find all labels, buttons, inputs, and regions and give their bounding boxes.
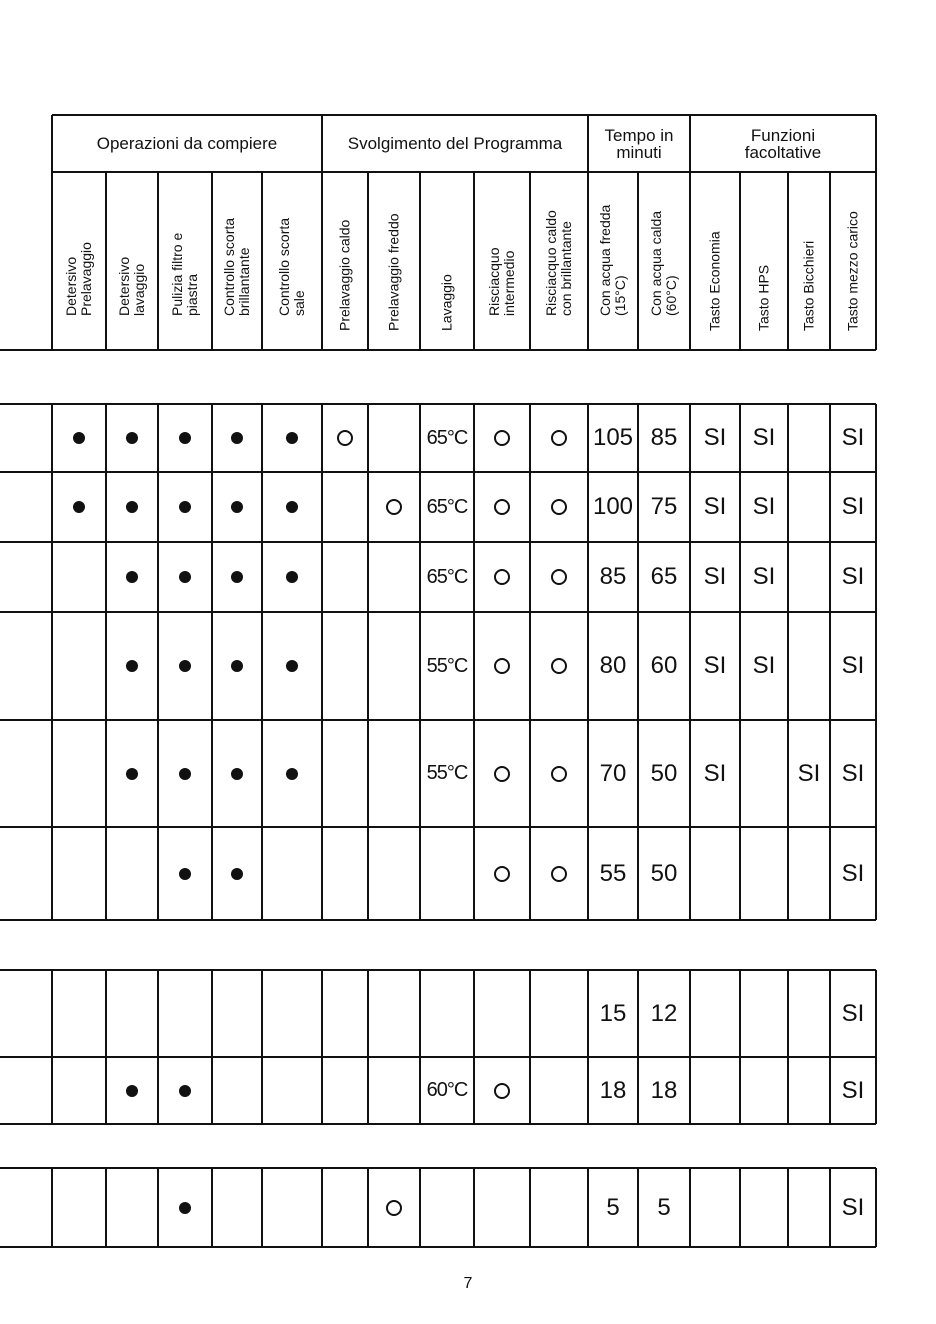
table-cell bbox=[830, 1057, 876, 1124]
table-cell bbox=[262, 1057, 322, 1124]
cell-value: SI bbox=[703, 424, 727, 451]
table-cell bbox=[420, 542, 474, 612]
table-cell bbox=[830, 612, 876, 720]
filled-dot-icon bbox=[179, 432, 191, 444]
table-cell bbox=[588, 827, 638, 920]
table-cell bbox=[830, 542, 876, 612]
filled-dot-icon bbox=[286, 660, 298, 672]
table-cell bbox=[740, 404, 788, 472]
cell-value: 65°C bbox=[426, 426, 468, 449]
column-header bbox=[212, 172, 262, 350]
table-cell bbox=[474, 827, 530, 920]
table-cell bbox=[474, 720, 530, 827]
table-cell bbox=[788, 612, 830, 720]
table-cell bbox=[322, 1168, 368, 1247]
table-cell bbox=[368, 1168, 420, 1247]
filled-dot-icon bbox=[179, 768, 191, 780]
open-circle-icon bbox=[551, 866, 567, 882]
table-cell bbox=[788, 404, 830, 472]
cell-value: 60°C bbox=[426, 1079, 468, 1101]
column-header-label: Tasto Economia bbox=[706, 231, 723, 331]
cell-value: SI bbox=[841, 1076, 865, 1104]
cell-value: 50 bbox=[650, 759, 678, 787]
table-cell bbox=[212, 472, 262, 542]
table-cell bbox=[788, 472, 830, 542]
cell-value: SI bbox=[841, 859, 865, 887]
table-cell bbox=[106, 612, 158, 720]
cell-value: SI bbox=[841, 563, 865, 590]
table-cell bbox=[588, 1057, 638, 1124]
table-cell bbox=[106, 542, 158, 612]
table-cell bbox=[212, 542, 262, 612]
table-cell bbox=[588, 970, 638, 1057]
filled-dot-icon bbox=[231, 868, 243, 880]
table-cell bbox=[638, 404, 690, 472]
group-header: Svolgimento del Programma bbox=[347, 134, 563, 153]
table-cell bbox=[530, 827, 588, 920]
column-header-label: Detersivo Prelavaggio bbox=[63, 242, 94, 316]
table-cell bbox=[474, 404, 530, 472]
table-cell bbox=[588, 720, 638, 827]
cell-value: 12 bbox=[650, 999, 678, 1027]
cell-value: SI bbox=[841, 759, 865, 787]
cell-value: SI bbox=[703, 563, 727, 590]
table-cell bbox=[368, 542, 420, 612]
table-cell bbox=[588, 472, 638, 542]
table-cell bbox=[638, 1057, 690, 1124]
table-cell bbox=[158, 720, 212, 827]
column-header bbox=[638, 172, 690, 350]
table-cell bbox=[788, 720, 830, 827]
cell-value: 60 bbox=[650, 652, 678, 679]
table-cell bbox=[474, 472, 530, 542]
table-cell bbox=[638, 542, 690, 612]
table-cell bbox=[420, 970, 474, 1057]
table-cell bbox=[52, 970, 106, 1057]
table-cell bbox=[212, 612, 262, 720]
column-header bbox=[474, 172, 530, 350]
table-cell bbox=[740, 542, 788, 612]
cell-value: SI bbox=[752, 493, 776, 520]
table-cell bbox=[530, 1057, 588, 1124]
cell-value: 75 bbox=[650, 493, 678, 520]
column-header-label: Prelavaggio freddo bbox=[385, 213, 402, 331]
table-cell bbox=[530, 542, 588, 612]
column-header bbox=[368, 172, 420, 350]
column-header-label: Lavaggio bbox=[438, 274, 455, 331]
table-cell bbox=[262, 472, 322, 542]
table-cell bbox=[212, 720, 262, 827]
table-cell bbox=[420, 612, 474, 720]
column-header bbox=[106, 172, 158, 350]
table-cell bbox=[106, 970, 158, 1057]
table-cell bbox=[638, 612, 690, 720]
table-cell bbox=[830, 1168, 876, 1247]
table-cell bbox=[740, 612, 788, 720]
table-cell bbox=[212, 1057, 262, 1124]
table-cell bbox=[106, 720, 158, 827]
table-cell bbox=[106, 1057, 158, 1124]
cell-value: 18 bbox=[599, 1076, 627, 1104]
table-cell bbox=[212, 827, 262, 920]
open-circle-icon bbox=[551, 658, 567, 674]
cell-value: 65°C bbox=[426, 495, 468, 518]
table-cell bbox=[638, 1168, 690, 1247]
table-cell bbox=[690, 404, 740, 472]
page-number: 7 bbox=[463, 1275, 473, 1292]
table-cell bbox=[690, 970, 740, 1057]
cell-value: 55°C bbox=[426, 762, 468, 784]
column-header-label: Con acqua fredda (15°C) bbox=[597, 204, 628, 316]
table-cell bbox=[322, 404, 368, 472]
column-header-label: Controllo scorta sale bbox=[276, 217, 307, 316]
table-cell bbox=[788, 1057, 830, 1124]
open-circle-icon bbox=[494, 658, 510, 674]
open-circle-icon bbox=[494, 569, 510, 585]
cell-value: 105 bbox=[592, 424, 634, 451]
table-cell bbox=[368, 720, 420, 827]
cell-value: SI bbox=[841, 493, 865, 520]
column-header bbox=[322, 172, 368, 350]
table-cell bbox=[830, 404, 876, 472]
open-circle-icon bbox=[551, 499, 567, 515]
group-header: Operazioni da compiere bbox=[96, 134, 278, 153]
filled-dot-icon bbox=[179, 571, 191, 583]
table-cell bbox=[322, 720, 368, 827]
filled-dot-icon bbox=[179, 501, 191, 513]
column-header bbox=[588, 172, 638, 350]
table-cell bbox=[368, 404, 420, 472]
table-cell bbox=[322, 472, 368, 542]
open-circle-icon bbox=[386, 1200, 402, 1216]
table-cell bbox=[368, 612, 420, 720]
table-cell bbox=[158, 1168, 212, 1247]
table-cell bbox=[530, 970, 588, 1057]
table-cell bbox=[690, 472, 740, 542]
table-cell bbox=[368, 1057, 420, 1124]
table-cell bbox=[690, 1168, 740, 1247]
column-header-label: Tasto Bicchieri bbox=[800, 240, 817, 331]
table-cell bbox=[740, 720, 788, 827]
table-cell bbox=[212, 970, 262, 1057]
cell-value: SI bbox=[752, 424, 776, 451]
column-header bbox=[530, 172, 588, 350]
table-cell bbox=[322, 827, 368, 920]
table-cell bbox=[262, 612, 322, 720]
filled-dot-icon bbox=[179, 868, 191, 880]
table-cell bbox=[322, 612, 368, 720]
table-cell bbox=[740, 970, 788, 1057]
filled-dot-icon bbox=[179, 1202, 191, 1214]
column-header-label: Tasto HPS bbox=[755, 264, 772, 331]
table-cell bbox=[530, 472, 588, 542]
table-cell bbox=[690, 827, 740, 920]
table-cell bbox=[158, 472, 212, 542]
table-cell bbox=[158, 542, 212, 612]
filled-dot-icon bbox=[179, 1085, 191, 1097]
cell-value: SI bbox=[703, 652, 727, 679]
cell-value: 18 bbox=[650, 1076, 678, 1104]
table-cell bbox=[106, 472, 158, 542]
table-cell bbox=[322, 542, 368, 612]
cell-value: 70 bbox=[599, 759, 627, 787]
table-cell bbox=[740, 1057, 788, 1124]
filled-dot-icon bbox=[179, 660, 191, 672]
table-cell bbox=[788, 1168, 830, 1247]
table-cell bbox=[262, 720, 322, 827]
cell-value: 55°C bbox=[426, 654, 468, 677]
table-cell bbox=[158, 827, 212, 920]
table-cell bbox=[588, 404, 638, 472]
table-cell bbox=[420, 472, 474, 542]
table-cell bbox=[530, 720, 588, 827]
open-circle-icon bbox=[551, 766, 567, 782]
filled-dot-icon bbox=[73, 501, 85, 513]
cell-value: 80 bbox=[599, 652, 627, 679]
column-header-label: Pulizia filtro e piastra bbox=[169, 232, 200, 316]
table-cell bbox=[420, 827, 474, 920]
column-header bbox=[788, 172, 830, 350]
filled-dot-icon bbox=[231, 768, 243, 780]
table-cell bbox=[830, 970, 876, 1057]
table-cell bbox=[740, 472, 788, 542]
table-cell bbox=[106, 827, 158, 920]
open-circle-icon bbox=[494, 766, 510, 782]
table-cell bbox=[740, 1168, 788, 1247]
table-cell bbox=[368, 970, 420, 1057]
column-header-label: Detersivo lavaggio bbox=[116, 256, 147, 316]
column-header bbox=[740, 172, 788, 350]
column-header-label: Tasto mezzo carico bbox=[844, 211, 861, 331]
cell-value: 65 bbox=[650, 563, 678, 590]
table-cell bbox=[158, 612, 212, 720]
filled-dot-icon bbox=[231, 660, 243, 672]
cell-value: 85 bbox=[650, 424, 678, 451]
table-cell bbox=[788, 970, 830, 1057]
filled-dot-icon bbox=[231, 432, 243, 444]
table-cell bbox=[530, 1168, 588, 1247]
cell-value: SI bbox=[703, 493, 727, 520]
cell-value: 100 bbox=[592, 493, 634, 520]
table-cell bbox=[638, 472, 690, 542]
column-header bbox=[52, 172, 106, 350]
filled-dot-icon bbox=[126, 1085, 138, 1097]
table-cell bbox=[588, 612, 638, 720]
table-cell bbox=[530, 404, 588, 472]
table-cell bbox=[474, 970, 530, 1057]
cell-value: 5 bbox=[606, 1193, 620, 1221]
column-header-label: Controllo scorta brillantante bbox=[221, 217, 252, 316]
group-header: Funzioni facoltative bbox=[744, 125, 822, 162]
table-cell bbox=[638, 970, 690, 1057]
table-cell bbox=[106, 404, 158, 472]
table-cell bbox=[212, 1168, 262, 1247]
filled-dot-icon bbox=[126, 768, 138, 780]
table-cell bbox=[262, 542, 322, 612]
cell-value: SI bbox=[841, 424, 865, 451]
column-header bbox=[262, 172, 322, 350]
open-circle-icon bbox=[551, 430, 567, 446]
cell-value: SI bbox=[752, 652, 776, 679]
cell-value: 5 bbox=[657, 1193, 671, 1221]
table-cell bbox=[638, 827, 690, 920]
cell-value: SI bbox=[752, 563, 776, 590]
filled-dot-icon bbox=[286, 571, 298, 583]
filled-dot-icon bbox=[231, 501, 243, 513]
column-header-label: Risciacquo intermedio bbox=[486, 247, 517, 316]
table-cell bbox=[368, 472, 420, 542]
table-cell bbox=[690, 1057, 740, 1124]
table-cell bbox=[52, 404, 106, 472]
filled-dot-icon bbox=[286, 432, 298, 444]
cell-value: 15 bbox=[599, 999, 627, 1027]
column-header-label: Risciacquo caldo con brillantante bbox=[543, 210, 574, 316]
cell-value: SI bbox=[841, 1193, 865, 1221]
table-cell bbox=[588, 542, 638, 612]
filled-dot-icon bbox=[126, 501, 138, 513]
table-cell bbox=[52, 542, 106, 612]
table-cell bbox=[52, 827, 106, 920]
table-cell bbox=[420, 720, 474, 827]
cell-value: 55 bbox=[599, 859, 627, 887]
cell-value: SI bbox=[841, 999, 865, 1027]
open-circle-icon bbox=[494, 1083, 510, 1099]
table-cell bbox=[830, 827, 876, 920]
cell-value: SI bbox=[841, 652, 865, 679]
table-cell bbox=[690, 542, 740, 612]
table-cell bbox=[788, 827, 830, 920]
table-cell bbox=[740, 827, 788, 920]
column-header bbox=[158, 172, 212, 350]
cell-value: 65°C bbox=[426, 565, 468, 588]
table-cell bbox=[262, 970, 322, 1057]
table-cell bbox=[474, 612, 530, 720]
table-cell bbox=[52, 1168, 106, 1247]
table-cell bbox=[830, 472, 876, 542]
group-header: Tempo in minuti bbox=[604, 125, 674, 162]
table-cell bbox=[530, 612, 588, 720]
table-cell bbox=[158, 970, 212, 1057]
table-cell bbox=[588, 1168, 638, 1247]
open-circle-icon bbox=[386, 499, 402, 515]
filled-dot-icon bbox=[73, 432, 85, 444]
table-cell bbox=[420, 1168, 474, 1247]
table-cell bbox=[420, 1057, 474, 1124]
filled-dot-icon bbox=[286, 501, 298, 513]
table-cell bbox=[212, 404, 262, 472]
table-cell bbox=[52, 1057, 106, 1124]
table-cell bbox=[158, 1057, 212, 1124]
table-cell bbox=[788, 542, 830, 612]
cell-value: 85 bbox=[599, 563, 627, 590]
table-cell bbox=[638, 720, 690, 827]
table-cell bbox=[322, 1057, 368, 1124]
cell-value: 50 bbox=[650, 859, 678, 887]
column-header-label: Prelavaggio caldo bbox=[336, 219, 353, 331]
table-cell bbox=[368, 827, 420, 920]
table-cell bbox=[106, 1168, 158, 1247]
column-header bbox=[830, 172, 876, 350]
column-header-label: Con acqua calda (60°C) bbox=[648, 210, 679, 316]
table-cell bbox=[158, 404, 212, 472]
filled-dot-icon bbox=[231, 571, 243, 583]
filled-dot-icon bbox=[286, 768, 298, 780]
table-cell bbox=[690, 612, 740, 720]
table-cell bbox=[474, 1168, 530, 1247]
open-circle-icon bbox=[337, 430, 353, 446]
open-circle-icon bbox=[551, 569, 567, 585]
table-cell bbox=[262, 404, 322, 472]
filled-dot-icon bbox=[126, 432, 138, 444]
table-cell bbox=[322, 970, 368, 1057]
open-circle-icon bbox=[494, 866, 510, 882]
table-cell bbox=[52, 612, 106, 720]
open-circle-icon bbox=[494, 499, 510, 515]
table-cell bbox=[474, 542, 530, 612]
column-header bbox=[690, 172, 740, 350]
table-cell bbox=[474, 1057, 530, 1124]
table-cell bbox=[52, 472, 106, 542]
table-cell bbox=[690, 720, 740, 827]
table-cell bbox=[420, 404, 474, 472]
table-cell bbox=[262, 827, 322, 920]
table-cell bbox=[830, 720, 876, 827]
cell-value: SI bbox=[703, 759, 727, 787]
open-circle-icon bbox=[494, 430, 510, 446]
filled-dot-icon bbox=[126, 660, 138, 672]
table-cell bbox=[52, 720, 106, 827]
filled-dot-icon bbox=[126, 571, 138, 583]
column-header bbox=[420, 172, 474, 350]
cell-value: SI bbox=[797, 759, 821, 787]
table-cell bbox=[262, 1168, 322, 1247]
